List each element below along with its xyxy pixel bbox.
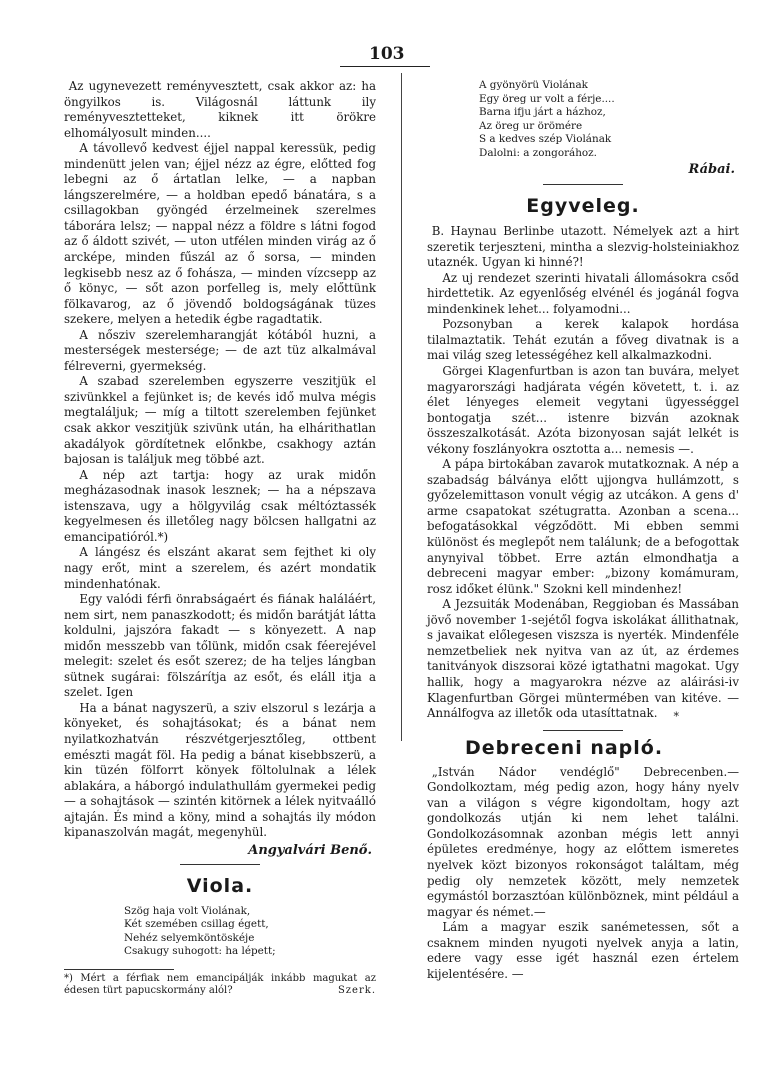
author-signature: Angyalvári Benő. [248,842,372,858]
poem-line: Csakugy suhogott: ha lépett; [124,945,276,958]
naplo-title: Debreceni napló. [465,737,664,760]
header-rule [340,66,430,67]
footnote [64,973,376,998]
poem-line: Egy öreg ur volt a férje.... [479,92,615,105]
paragraph: A pápa birtokában zavarok mutatkoznak. A nép a szabadság bálványa előtt ujjongva hullámzott, s győzelemittason vonult végig az utcákon. A gens d' arme csapatokat szétugratta. Azonban a scena... befogatásokkal végződött. Mi ebben semmi különöst és meglepőt nem találunk; de a befogottak anynyival többet. Erre aztán elmondhatja a debreceni magyar ember: „bizony komámuram, rosz időket élünk." Szokni kell mindenhez! [427,457,739,596]
paragraph: Az ugynevezett reményvesztett, csak akkor az: ha öngyilkos is. Világosnál láttunk ily reményvesztetteket, kiknek itt örökre elhomályosult minden.... [64,79,376,140]
poem-signature: Rábai. [688,162,735,177]
paragraph: „István Nádor vendéglő" Debrecenben.— Gondolkoztam, még pedig azon, hogy hány nyelv van a világon s végre kigondoltam, hogy azt gondolkozás utján ki nem lehet találni. Gondolkozásomnak azonban mégis lett annyi épületes eredménye, hogy az előttem ismeretes nyelvek közt bizonyos rokonságot találtam, még pedig oly nemzetek között, mely nemzetek egymástól borzasztóan különböznek, mint például a magyar és német.— [427,764,739,919]
section-rule [180,864,260,865]
paragraph: B. Haynau Berlinbe utazott. Némelyek azt a hirt szeretik terjeszteni, mintha a slezvig-holsteiniakhoz utaznék. Ugyan ki hinné?! [427,224,739,270]
poem-line: Nehéz selyemköntöskéje [124,931,255,944]
paragraph: Ha a bánat nagyszerü, a sziv elszorul s lezárja a könyeket, és sohajtásokat; és a bánat nem nyilatkozhatván részvétgerjesztőleg, ottbent emészti magát föl. Ha pedig a bánat kisebbszerü, a kin tüzén fölforrt könyek föltolulnak a lélek ablakára, a háborgó indulathullám gyermekei pedig — a sohajtások — szintén kitörnek a lélek nyitvaálló ajtaján. És mind a köny, mind a sohajtás ily módon kipanaszolván magát, megenyhül. [64,700,376,840]
footnote-text: *) Mért a férfiak nem emancipálják inkább magukat az édesen türt papucskormány alól? [64,972,376,997]
left-column [64,79,376,998]
paragraph: Az uj rendezet szerinti hivatali állomásokra csőd hirdettetik. Az egyenlőség elvénél és jogánál fogva mindenkinek lehet... folyamodni... [427,270,739,316]
right-column [427,79,739,982]
paragraph: Egy valódi férfi önrabságaért és fiának haláláért, nem sirt, nem panaszkodott; és midőn barátját látta koldulni, jajszóra fakadt — s könyezett. A nap midőn messzebb van tőlünk, midőn csak féerejével melegit: szelet és esőt szerez; de ha teljes lángban sütnek sugárai: fölszárítja az esőt, és eláll itja a szelet. Igen [64,592,376,700]
poem-line: A gyönyörü Violának [479,79,588,91]
poem-line: Két szemében csillag égett, [124,918,269,931]
section-rule [543,730,623,731]
page-number: 103 [369,44,405,64]
poem-line: Szög haja volt Violának, [124,904,251,917]
paragraph: A nép azt tartja: hogy az urak midőn megházasodnak inasok lesznek; — ha a népszava istenszava, ugy a hölgyvilág csak méltóztassék kegyelmesen és illetőleg nagy bölcsen hallgatni az emancipatióról.*) [64,467,376,544]
viola-poem [124,905,376,959]
paragraph: A lángész és elszánt akarat sem fejthet ki oly nagy erőt, mint a szerelem, és azért mondatik mindenhatónak. [64,545,376,591]
section-rule [543,184,623,185]
paragraph: A távollevő kedvest éjjel nappal keressük, pedig mindenütt jelen van; éjjel nézz az égre, előtted fog lebegni az ő ártatlan lelke, — a napban lángszerelmére, — a holdban epedő bánatára, s a csillagokban gyöngéd érzelmeinek szerelmes táborára lelsz; — nappal nézz a földre s látni fogod az ő áldott szivét, — uton utfélen minden virág az ő arcképe, minden fűszál az ő sorsa, — minden legkisebb nesz az ő fohásza, — minden vízcsepp az ő könyc, — sőt azon porfelleg is, mely előttünk fölkavarog, az ő jövendő boldogságának tüzes szekere, melyen a hetedik égbe ragadtatik. [64,141,376,327]
paragraph: Pozsonyban a kerek kalapok hordása tilalmaztatik. Tehát ezután a főveg divatnak is a mai világ szeg letességéhez kell alkalmazkodni. [427,317,739,363]
egyveleg-title: Egyveleg. [526,194,640,217]
viola-poem-continued [479,79,739,160]
footnote-rule [64,969,174,970]
paragraph: A szabad szerelemben egyszerre veszitjük el szivünkkel a fejünket is; de kevés idő mulva mégis megtaláljuk; — míg a tiltott szerelemben fejünket csak akkor veszitjük szivünk után, ha elhárithatlan akadályok gördítetnek előnkbe, csakhogy aztán bajosan is találjuk meg többé azt. [64,374,376,467]
section-end-mark: * [673,709,679,723]
footnote-sign: Szerk. [337,985,376,997]
column-divider [401,73,402,741]
poem-line: Barna ifju járt a házhoz, [479,106,606,118]
viola-title: Viola. [186,875,254,898]
paragraph: A Jezsuiták Modenában, Reggioban és Massában jövő november 1-sejétől fogva iskolákat állithatnak, s javaikat előlegesen viszsza is nyerték. Mindenféle nemzetbeliek nek nyitva van az út, az érdemes tanitványok diszsorai közé igtathatni magokat. Ugy hallik, hogy a magyarokra nézve az aláirási-iv Klagenfurtban Görgei müntermében van kitéve. — Annálfogva az illetők oda utasíttatnak. [427,597,739,721]
poem-line: Dalolni: a zongorához. [479,146,597,159]
paragraph: Görgei Klagenfurtban is azon tan buvára, melyet magyarországi hadjárata végén követett, t. i. az élet lényeges elemeit vegytani ügyességgel bontogatja szét... istenre bizván azoknak összeszalkotását. Azóta bizonyosan saját lelkét is vékony foszlányokra osztotta a... nemesis —. [427,364,739,456]
poem-line: S a kedves szép Violának [479,133,612,145]
paragraph: Lám a magyar eszik sanémetessen, sőt a csaknem minden nyugoti nyelvek anyja a latin, edere vagy esse igét használ ezen értelem kijelentésére. — [427,920,739,981]
poem-line: Az öreg ur örömére [479,119,583,132]
paragraph: A nősziv szerelemharangját kótából huzni, a mesterségek mestersége; — de azt tüz alkalmával félreverni, gyermekség. [64,327,376,373]
